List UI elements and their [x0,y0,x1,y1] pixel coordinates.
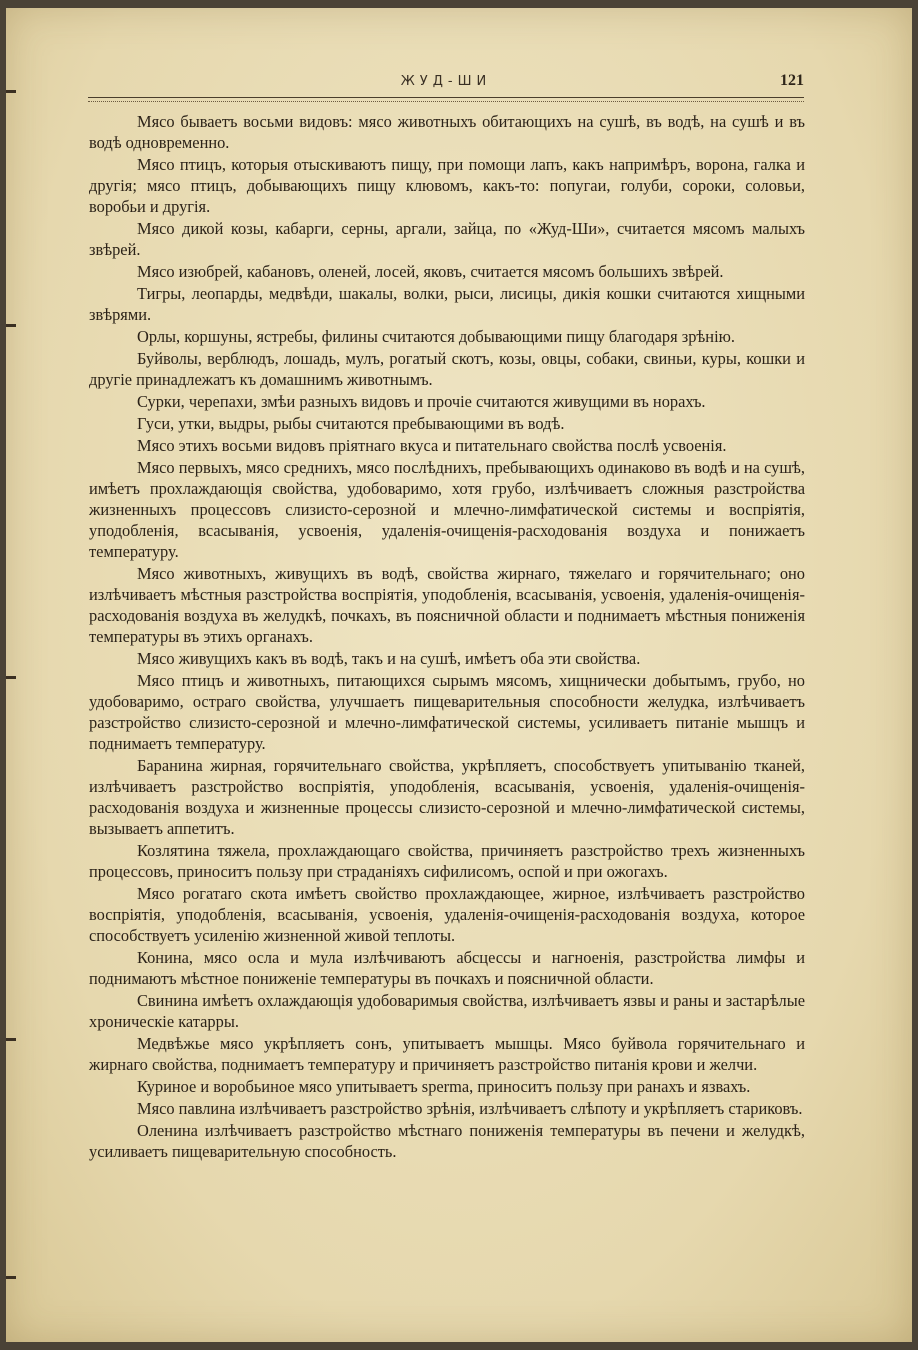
paragraph: Мясо дикой козы, кабарги, серны, аргали, зайца, по «Жуд-Ши», считается мясомъ малыхъ звѣрей. [89,219,805,259]
paragraph: Мясо изюбрей, кабановъ, оленей, лосей, яковъ, считается мясомъ большихъ звѣрей. [137,262,724,281]
edge-mark [6,90,16,93]
paragraph: Тигры, леопарды, медвѣди, шакалы, волки, рыси, лисицы, дикія кошки считаются хищными звѣрями. [89,284,805,324]
paragraph: Мясо животныхъ, живущихъ въ водѣ, свойства жирнаго, тяжелаго и горячительнаго; оно излѣчиваетъ мѣстныя разстройства воспріятія, уподобленія, всасыванія, усвоенія, удаленія-очищенія-расходованія воздуха въ желудкѣ, почкахъ, въ поясничной области и поднимаетъ мѣстныя пониженія температуры въ этихъ органахъ. [89,564,805,646]
header-rule [88,97,804,102]
paragraph: Мясо живущихъ какъ въ водѣ, такъ и на сушѣ, имѣетъ оба эти свойства. [137,649,641,668]
paragraph: Мясо птицъ и животныхъ, питающихся сырымъ мясомъ, хищнически добытымъ, грубо, но удобоваримо, остраго свойства, улучшаетъ пищеварительныя способности желудка, излѣчиваетъ разстройство слизисто-серозной и млечно-лимфатической системы, усиливаетъ питаніе мышцъ и поднимаетъ температуру. [89,671,805,753]
paragraph: Мясо бываетъ восьми видовъ: мясо животныхъ обитающихъ на сушѣ, въ водѣ, на сушѣ и въ водѣ одновременно. [89,112,805,152]
paragraph: Медвѣжье мясо укрѣпляетъ сонъ, упитываетъ мышцы. Мясо буйвола горячительнаго и жирнаго свойства, поднимаетъ температуру и причиняетъ разстройство питанія крови и желчи. [89,1034,805,1074]
paragraph: Конина, мясо осла и мула излѣчиваютъ абсцессы и нагноенія, разстройства лимфы и поднимаютъ мѣстное пониженіе температуры въ почкахъ и поясничной области. [89,948,805,988]
paragraph: Гуси, утки, выдры, рыбы считаются пребывающими въ водѣ. [137,414,565,433]
page-header [88,74,804,96]
paragraph: Мясо первыхъ, мясо среднихъ, мясо послѣднихъ, пребывающихъ одинаково въ водѣ и на сушѣ, имѣетъ прохлаждающія свойства, удобоваримо, хотя грубо, излѣчиваетъ сложныя разстройства жизненныхъ процессовъ слизисто-серозной и млечно-лимфатической системы и воспріятія, уподобленія, всасыванія, усвоенія, удаленія-очищенія-расходованія воздуха и понижаетъ температуру. [89,458,805,561]
paragraph: Орлы, коршуны, ястребы, филины считаются добывающими пищу благодаря зрѣнію. [137,327,735,346]
paragraph: Буйволы, верблюдъ, лошадь, мулъ, рогатый скотъ, козы, овцы, собаки, свиньи, куры, кошки и другіе принадлежатъ къ домашнимъ животнымъ. [89,349,805,389]
paragraph: Баранина жирная, горячительнаго свойства, укрѣпляетъ, способствуетъ упитыванію тканей, излѣчиваетъ разстройство воспріятія, уподобленія, всасыванія, усвоенія, удаленія-очищенія-расходованія воздуха и жизненные процессы слизисто-серозной и млечно-лимфатической системы, вызываетъ аппетитъ. [89,756,805,838]
edge-mark [6,676,16,679]
edge-mark [6,1276,16,1279]
paragraph: Мясо павлина излѣчиваетъ разстройство зрѣнія, излѣчиваетъ слѣпоту и укрѣпляетъ стариковъ. [137,1099,803,1118]
paragraph: Мясо этихъ восьми видовъ пріятнаго вкуса и питательнаго свойства послѣ усвоенія. [137,436,727,455]
paragraph: Свинина имѣетъ охлаждающія удобоваримыя свойства, излѣчиваетъ язвы и раны и застарѣлые хроническіе катарры. [89,991,805,1031]
paragraph: Мясо рогатаго скота имѣетъ свойство прохлаждающее, жирное, излѣчиваетъ разстройство воспріятія, уподобленія, всасыванія, усвоенія, удаленія-очищенія-расходованія воздуха, которое способствуетъ усиленію жизненной живой теплоты. [89,884,805,945]
edge-mark [6,1038,16,1041]
paragraph: Сурки, черепахи, змѣи разныхъ видовъ и прочіе считаются живущими въ норахъ. [137,392,706,411]
page-number: 121 [780,72,804,89]
body-text [89,111,805,1162]
paragraph: Козлятина тяжела, прохлаждающаго свойства, причиняетъ разстройство трехъ жизненныхъ процессовъ, приноситъ пользу при страданіяхъ сифилисомъ, оспой и при ожогахъ. [89,841,805,881]
paragraph: Мясо птицъ, которыя отыскиваютъ пищу, при помощи лапъ, какъ напримѣръ, ворона, галка и другія; мясо птицъ, добывающихъ пищу клювомъ, какъ-то: попугаи, голуби, сороки, соловьи, воробьи и другія. [89,155,805,216]
running-title: ЖУД-ШИ [400,74,492,89]
paragraph: Оленина излѣчиваетъ разстройство мѣстнаго пониженія температуры въ печени и желудкѣ, усиливаетъ пищеварительную способность. [89,1121,805,1161]
paragraph: Куриное и воробьиное мясо упитываетъ sperma, приноситъ пользу при ранахъ и язвахъ. [137,1077,751,1096]
edge-mark [6,324,16,327]
